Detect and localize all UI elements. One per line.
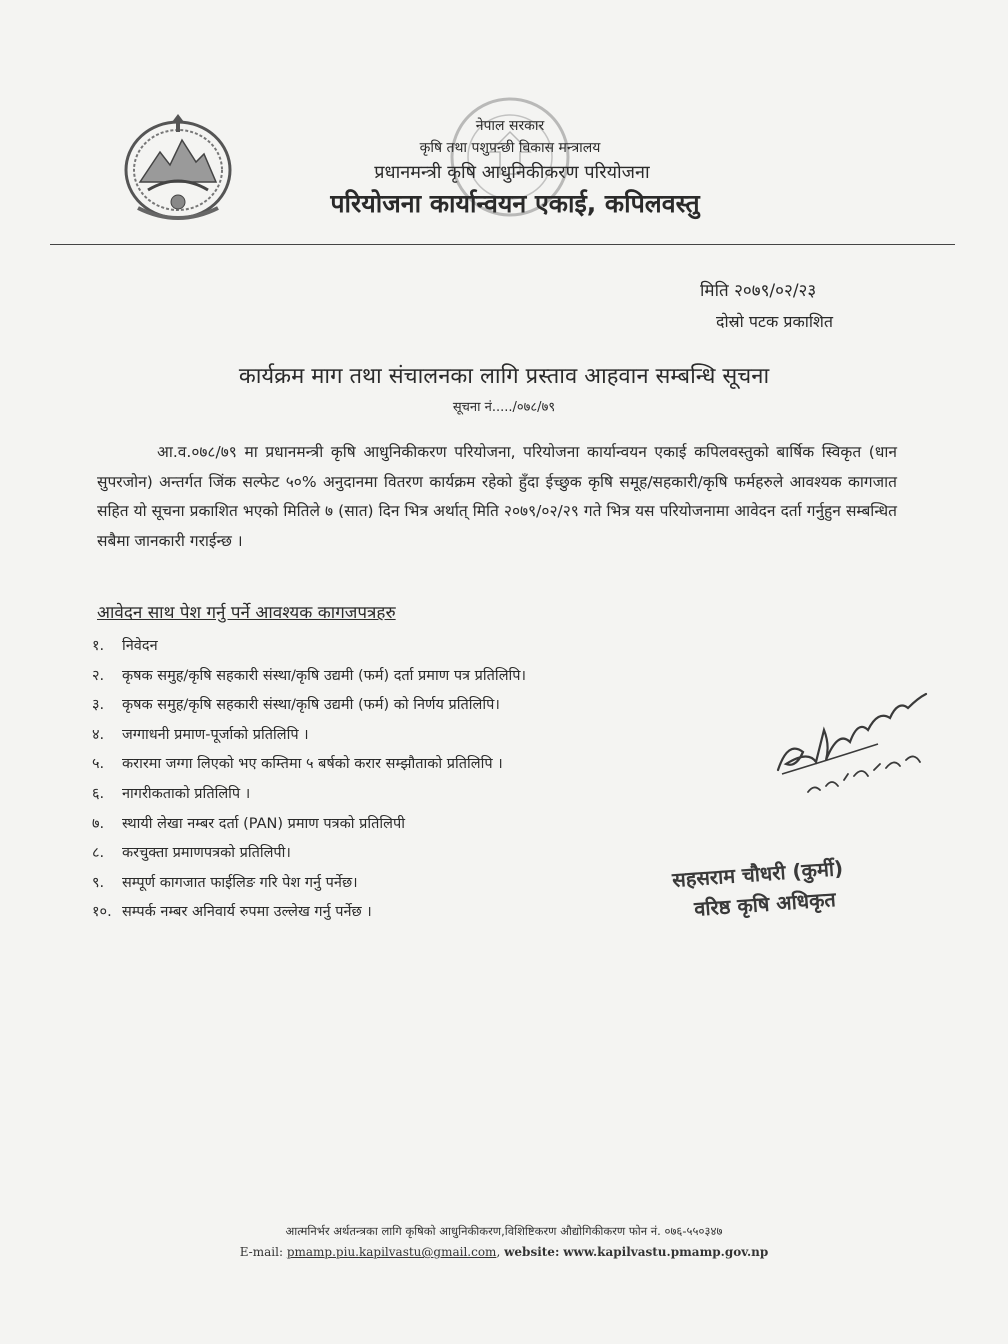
list-item — [92, 869, 526, 899]
handwritten-signature-icon — [768, 690, 938, 800]
nepal-emblem-icon — [118, 110, 238, 225]
list-item — [92, 839, 526, 869]
list-item-text: करारमा जग्गा लिएको भए कम्तिमा ५ बर्षको करार सम्झौताको प्रतिलिपि । — [122, 756, 503, 773]
list-item — [92, 750, 526, 780]
officer-name-stamp: सहसराम चौधरी (कुर्मी) — [671, 856, 844, 892]
list-item — [92, 721, 526, 751]
list-item-text: सम्पूर्ण कागजात फाईलिङ गरि पेश गर्नु पर्नेछ। — [122, 874, 358, 891]
website-link[interactable]: www.kapilvastu.pmamp.gov.np — [563, 1245, 769, 1259]
list-item — [92, 780, 526, 810]
list-item-number: ७. — [92, 815, 105, 832]
list-item-number: ३. — [92, 697, 105, 714]
letterhead-ministry: कृषि तथा पशुपन्छी विकास मन्त्रालय — [419, 140, 601, 156]
list-item — [92, 662, 526, 692]
requirements-heading: आवेदन साथ पेश गर्नु पर्ने आवश्यक कागजपत्रहरु — [97, 603, 396, 623]
footer-contact: E-mail: pmamp.piu.kapilvastu@gmail.com, website: www.kapilvastu.pmamp.gov.np — [239, 1245, 769, 1259]
list-item-number: ६. — [92, 785, 105, 802]
list-item — [92, 810, 526, 840]
email-link[interactable]: pmamp.piu.kapilvastu@gmail.com — [286, 1245, 497, 1259]
list-item-text: सम्पर्क नम्बर अनिवार्य रुपमा उल्लेख गर्नु पर्नेछ । — [122, 904, 372, 921]
notice-body: आ.व.०७८/७९ मा प्रधानमन्त्री कृषि आधुनिकीकरण परियोजना, परियोजना कार्यान्वयन एकाई कपिलवस्तुको बार्षिक स्विकृत (धान सुपरजोन) अन्तर्गत जिंक सल्फेट ५०% अनुदानमा वितरण कार्यक्रम रहेको हुँदा ईच्छुक कृषि समूह/सहकारी/कृषि फर्महरुले आवश्यक कागजात सहित यो सूचना प्रकाशित भएको मितिले ७ (सात) दिन भित्र अर्थात् मिति २०७९/०२/२९ गते भित्र यस परियोजनामा आवेदन दर्ता गर्नुहुन सम्बन्धित सबैमा जानकारी गराईन्छ । — [97, 443, 897, 550]
officer-title-stamp: वरिष्ठ कृषि अधिकृत — [693, 887, 837, 921]
list-item — [92, 898, 526, 928]
list-item-text: निवेदन — [122, 638, 158, 654]
list-item-text: कृषक समुह/कृषि सहकारी संस्था/कृषि उद्यमी (फर्म) को निर्णय प्रतिलिपि। — [122, 697, 500, 714]
email-label: E-mail: — [239, 1245, 283, 1259]
list-item — [92, 691, 526, 721]
list-item-number: ५. — [92, 756, 105, 773]
list-item-text: जग्गाधनी प्रमाण-पूर्जाको प्रतिलिपि । — [122, 726, 309, 743]
notice-title: कार्यक्रम माग तथा संचालनका लागि प्रस्ताव आहवान सम्बन्धि सूचना — [238, 364, 770, 389]
list-item-number: १०. — [92, 904, 112, 921]
letterhead-office: परियोजना कार्यान्वयन एकाई, कपिलवस्तु — [330, 189, 700, 218]
website-label: website: — [504, 1245, 560, 1259]
list-item-number: ९. — [92, 874, 105, 891]
footer-slogan: आत्मनिर्भर अर्थतन्त्रका लागि कृषिको आधुनिकीकरण,विशिष्टिकरण औद्योगिकीकरण फोन नं. ०७६-५५०३४७ — [285, 1224, 723, 1238]
letterhead-government: नेपाल सरकार — [475, 118, 545, 134]
letterhead-project: प्रधानमन्त्री कृषि आधुनिकीकरण परियोजना — [374, 162, 650, 183]
list-item — [92, 632, 526, 662]
list-item-text: कृषक समुह/कृषि सहकारी संस्था/कृषि उद्यमी (फर्म) दर्ता प्रमाण पत्र प्रतिलिपि। — [122, 667, 527, 684]
list-item-number: १. — [92, 638, 105, 654]
republished-note: दोस्रो पटक प्रकाशित — [716, 312, 834, 331]
header-divider — [50, 244, 955, 245]
list-item-text: नागरीकताको प्रतिलिपि । — [122, 785, 251, 802]
requirements-list — [92, 632, 526, 928]
list-item-text: करचुक्ता प्रमाणपत्रको प्रतिलिपी। — [122, 845, 291, 862]
notice-date: मिति २०७९/०२/२३ — [700, 281, 817, 301]
list-item-number: ४. — [92, 726, 105, 743]
list-item-number: २. — [92, 667, 105, 684]
list-item-text: स्थायी लेखा नम्बर दर्ता (PAN) प्रमाण पत्रको प्रतिलिपी — [122, 815, 405, 832]
list-item-number: ८. — [92, 845, 105, 862]
notice-number: सूचना नं...../०७८/७९ — [452, 400, 556, 415]
